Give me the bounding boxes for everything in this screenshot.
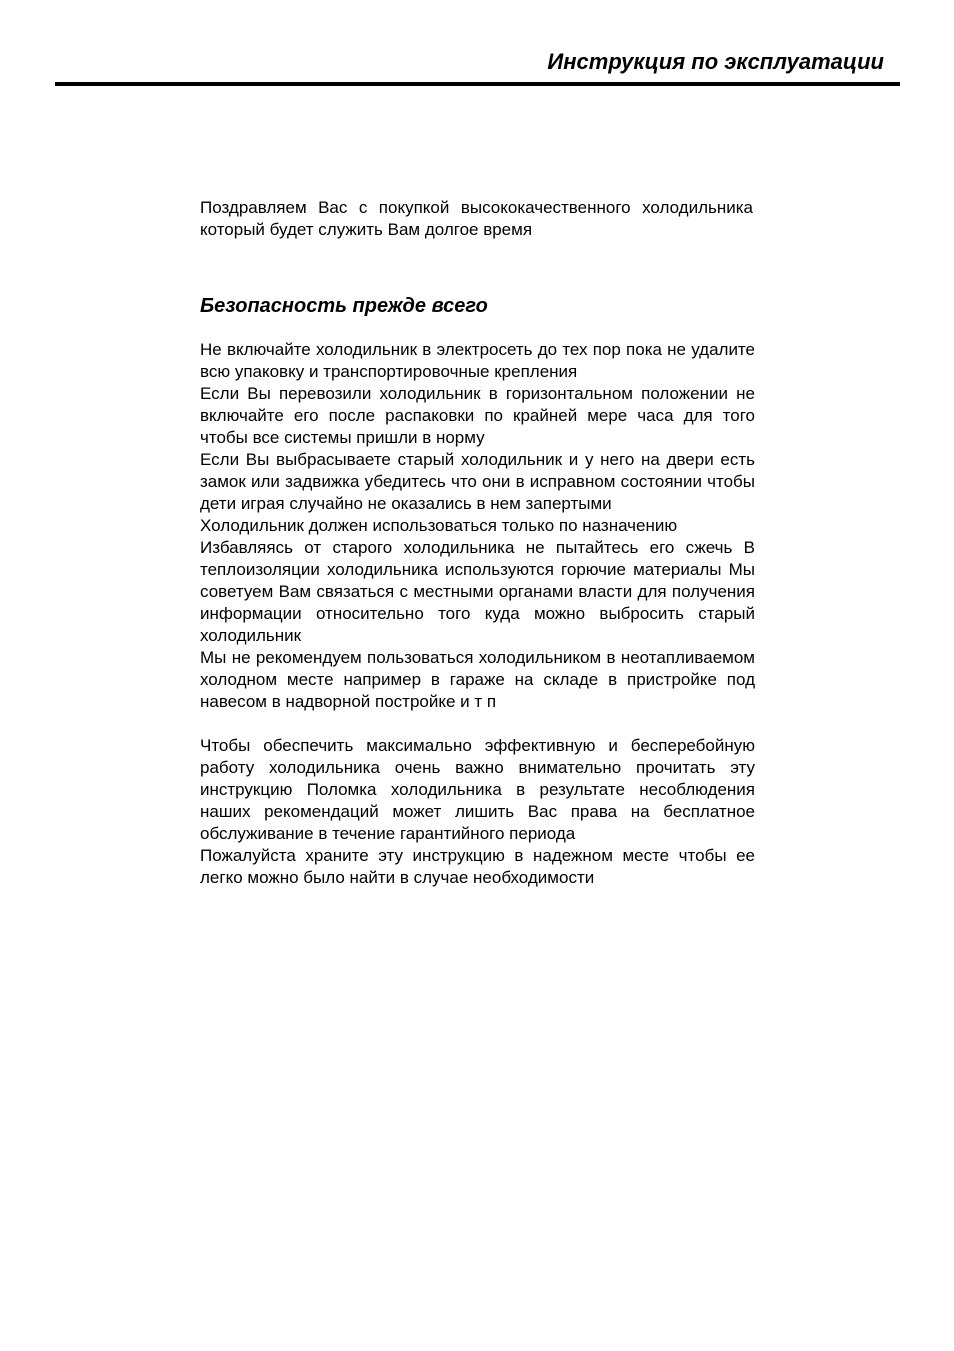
safety-section bbox=[200, 292, 755, 320]
safety-paragraph-4: Холодильник должен использоваться только по назначению bbox=[200, 516, 678, 535]
safety-paragraph-1: Не включайте холодильник в электросеть до тех пор пока не удалите всю упаковку и транспортировочные крепления bbox=[200, 340, 755, 381]
intro-paragraph: Поздравляем Вас с покупкой высококачественного холодильника который будет служить Вам долгое время bbox=[200, 198, 753, 239]
closing-paragraph-2: Пожалуйста храните эту инструкцию в надежном месте чтобы ее легко можно было найти в случае необходимости bbox=[200, 846, 755, 887]
safety-paragraph-6: Мы не рекомендуем пользоваться холодильником в неотапливаемом холодном месте например в гараже на складе в пристройке под навесом в надворной постройке и т п bbox=[200, 648, 755, 711]
safety-paragraph-5: Избавляясь от старого холодильника не пытайтесь его сжечь В теплоизоляции холодильника используются горючие материалы Мы советуем Вам связаться с местными органами власти для получения информации относительно того куда можно выбросить старый холодильник bbox=[200, 538, 755, 645]
document-body bbox=[200, 197, 755, 889]
safety-paragraphs bbox=[200, 339, 755, 713]
section-heading: Безопасность прежде всего bbox=[200, 295, 488, 317]
safety-paragraph-3: Если Вы выбрасываете старый холодильник и у него на двери есть замок или задвижка убедитесь что они в исправном состоянии чтобы дети играя случайно не оказались в нем запертыми bbox=[200, 450, 755, 513]
page-header-title: Инструкция по эксплуатации bbox=[547, 49, 884, 74]
closing-paragraph-1: Чтобы обеспечить максимально эффективную и бесперебойную работу холодильника очень важно внимательно прочитать эту инструкцию Поломка холодильника в результате несоблюдения наших рекомендаций может лишить Вас права на бесплатное обслуживание в течение гарантийного периода bbox=[200, 736, 755, 843]
closing-section bbox=[200, 735, 755, 889]
safety-paragraph-2: Если Вы перевозили холодильник в горизонтальном положении не включайте его после распаковки по крайней мере часа для того чтобы все системы пришли в норму bbox=[200, 384, 755, 447]
header-divider bbox=[55, 82, 900, 86]
